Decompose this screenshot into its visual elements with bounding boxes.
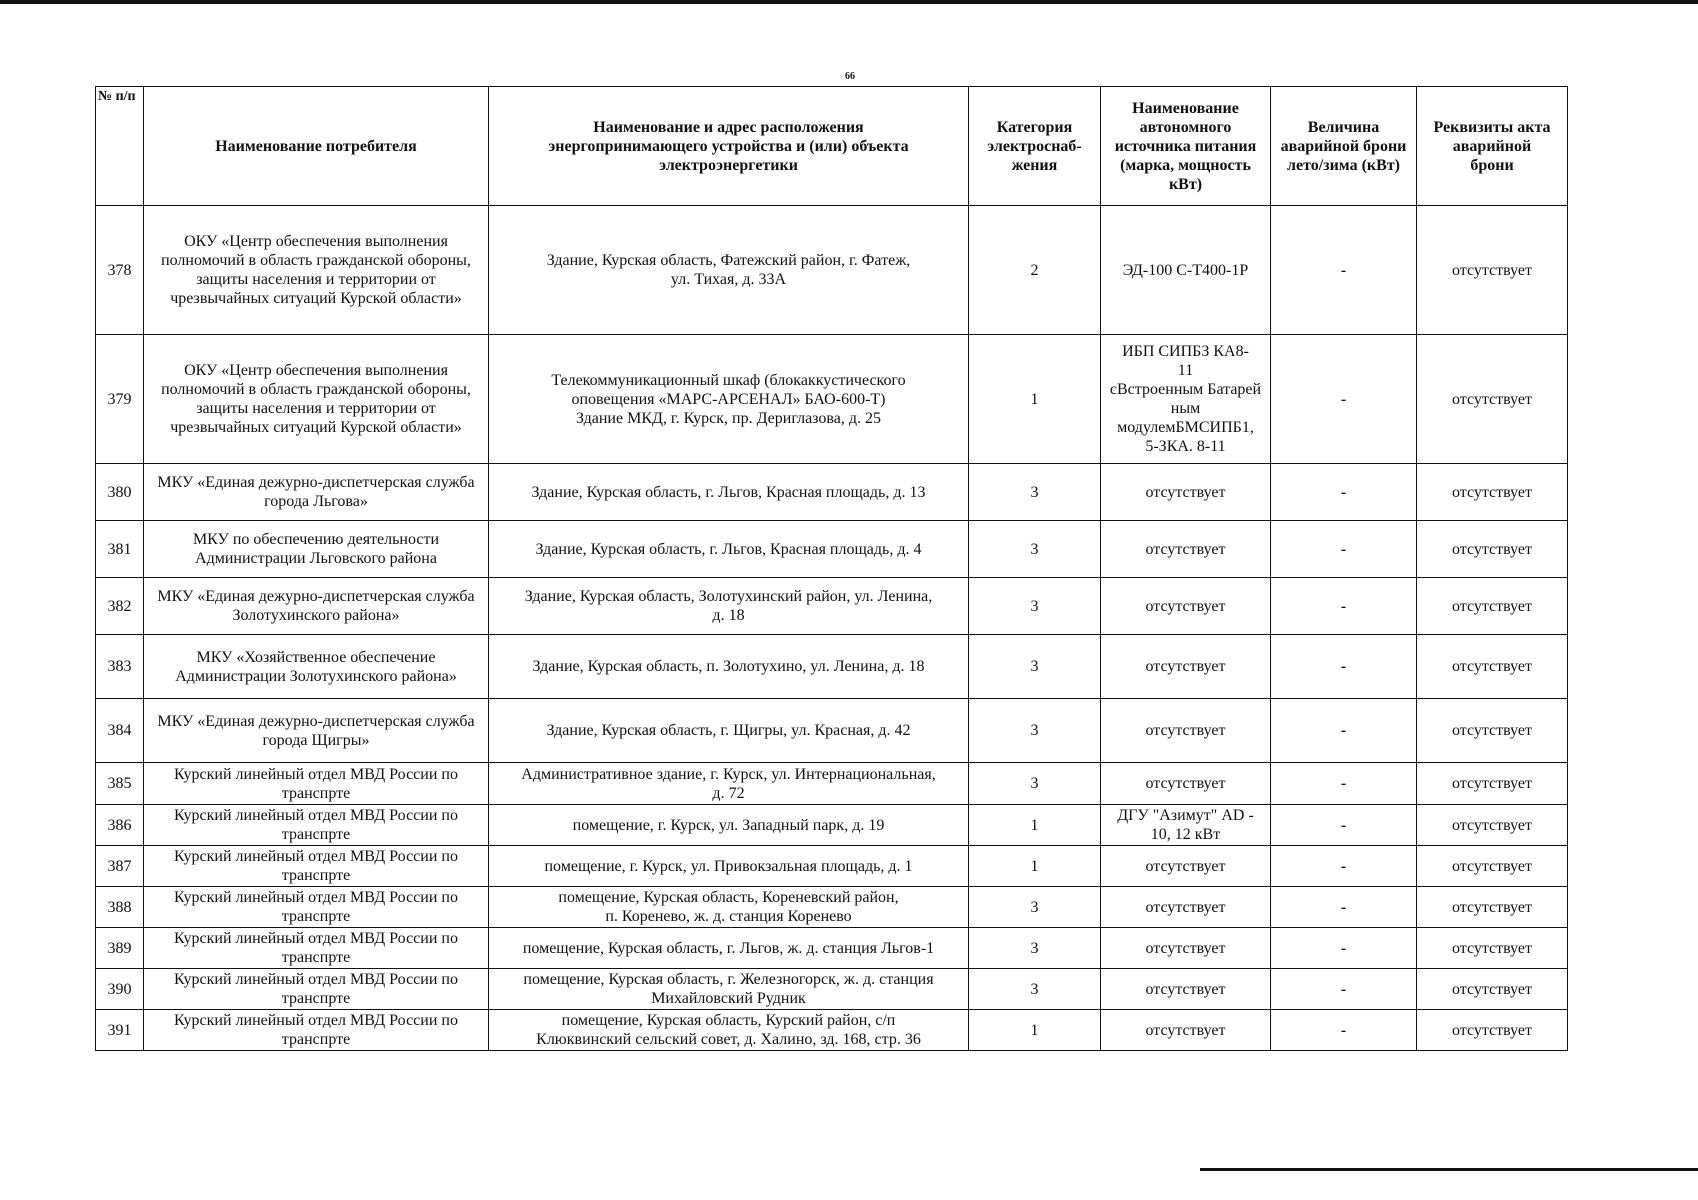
- cell-source: отсутствует: [1101, 464, 1271, 521]
- cell-num: 383: [96, 635, 144, 699]
- cell-object: помещение, г. Курск, ул. Привокзальная площадь, д. 1: [489, 846, 969, 887]
- cell-reserve: -: [1271, 578, 1417, 635]
- table-header-row: [96, 87, 1568, 206]
- cell-reserve: -: [1271, 887, 1417, 928]
- cell-object: помещение, Курская область, г. Льгов, ж. д. станция Льгов-1: [489, 928, 969, 969]
- cell-object: Здание, Курская область, г. Льгов, Красная площадь, д. 13: [489, 464, 969, 521]
- cell-category: 3: [969, 763, 1101, 805]
- cell-source: отсутствует: [1101, 928, 1271, 969]
- cell-object: помещение, Курская область, Кореневский район, п. Коренево, ж. д. станция Коренево: [489, 887, 969, 928]
- header-category: Категория электроснаб- жения: [969, 87, 1101, 206]
- page-number: 66: [845, 71, 855, 82]
- cell-consumer: Курский линейный отдел МВД России по транспрте: [144, 763, 489, 805]
- cell-act: отсутствует: [1417, 464, 1568, 521]
- cell-category: 3: [969, 635, 1101, 699]
- cell-source: отсутствует: [1101, 969, 1271, 1010]
- cell-reserve: -: [1271, 763, 1417, 805]
- cell-source: отсутствует: [1101, 846, 1271, 887]
- table-row: [96, 521, 1568, 578]
- cell-category: 3: [969, 521, 1101, 578]
- cell-source: отсутствует: [1101, 578, 1271, 635]
- cell-object: Здание, Курская область, г. Льгов, Красная площадь, д. 4: [489, 521, 969, 578]
- cell-num: 387: [96, 846, 144, 887]
- header-num: № п/п: [96, 87, 144, 206]
- cell-object: Административное здание, г. Курск, ул. Интернациональная, д. 72: [489, 763, 969, 805]
- cell-reserve: -: [1271, 969, 1417, 1010]
- cell-num: 380: [96, 464, 144, 521]
- cell-reserve: -: [1271, 928, 1417, 969]
- cell-reserve: -: [1271, 335, 1417, 464]
- table-row: [96, 887, 1568, 928]
- cell-reserve: -: [1271, 464, 1417, 521]
- table-row: [96, 805, 1568, 846]
- table-row: [96, 464, 1568, 521]
- page-bottom-edge: [1200, 1168, 1698, 1171]
- cell-consumer: МКУ «Хозяйственное обеспечение Администрации Золотухинского района»: [144, 635, 489, 699]
- cell-object: Здание, Курская область, г. Щигры, ул. Красная, д. 42: [489, 699, 969, 763]
- cell-consumer: ОКУ «Центр обеспечения выполнения полномочий в область гражданской обороны, защиты населения и территории от чрезвычайных ситуаций Курской области»: [144, 335, 489, 464]
- cell-consumer: ОКУ «Центр обеспечения выполнения полномочий в область гражданской обороны, защиты населения и территории от чрезвычайных ситуаций Курской области»: [144, 206, 489, 335]
- cell-reserve: -: [1271, 521, 1417, 578]
- cell-category: 2: [969, 206, 1101, 335]
- table-row: [96, 928, 1568, 969]
- cell-source: отсутствует: [1101, 635, 1271, 699]
- cell-source: отсутствует: [1101, 521, 1271, 578]
- cell-num: 379: [96, 335, 144, 464]
- cell-source: ДГУ "Азимут" AD - 10, 12 кВт: [1101, 805, 1271, 846]
- table-row: [96, 846, 1568, 887]
- cell-object: помещение, Курская область, г. Железногорск, ж. д. станция Михайловский Рудник: [489, 969, 969, 1010]
- cell-reserve: -: [1271, 846, 1417, 887]
- cell-act: отсутствует: [1417, 846, 1568, 887]
- cell-consumer: Курский линейный отдел МВД России по транспрте: [144, 887, 489, 928]
- cell-act: отсутствует: [1417, 699, 1568, 763]
- cell-category: 3: [969, 578, 1101, 635]
- table-row: [96, 578, 1568, 635]
- cell-source: отсутствует: [1101, 1010, 1271, 1051]
- cell-category: 1: [969, 335, 1101, 464]
- cell-num: 378: [96, 206, 144, 335]
- cell-reserve: -: [1271, 1010, 1417, 1051]
- header-consumer: Наименование потребителя: [144, 87, 489, 206]
- table-row: [96, 763, 1568, 805]
- cell-source: ЭД-100 С-Т400-1Р: [1101, 206, 1271, 335]
- cell-source: отсутствует: [1101, 887, 1271, 928]
- table-row: [96, 635, 1568, 699]
- cell-object: помещение, Курская область, Курский район, с/п Клюквинский сельский совет, д. Халино, зд. 168, стр. 36: [489, 1010, 969, 1051]
- cell-act: отсутствует: [1417, 635, 1568, 699]
- cell-act: отсутствует: [1417, 578, 1568, 635]
- cell-consumer: Курский линейный отдел МВД России по транспрте: [144, 969, 489, 1010]
- cell-consumer: МКУ «Единая дежурно-диспетчерская служба города Льгова»: [144, 464, 489, 521]
- cell-object: помещение, г. Курск, ул. Западный парк, д. 19: [489, 805, 969, 846]
- cell-category: 1: [969, 805, 1101, 846]
- cell-consumer: Курский линейный отдел МВД России по транспрте: [144, 1010, 489, 1051]
- header-source: Наименование автономного источника питания (марка, мощность кВт): [1101, 87, 1271, 206]
- cell-num: 390: [96, 969, 144, 1010]
- cell-category: 1: [969, 846, 1101, 887]
- cell-act: отсутствует: [1417, 763, 1568, 805]
- cell-object: Здание, Курская область, Фатежский район, г. Фатеж, ул. Тихая, д. 33А: [489, 206, 969, 335]
- cell-category: 3: [969, 464, 1101, 521]
- cell-consumer: МКУ по обеспечению деятельности Администрации Льговского района: [144, 521, 489, 578]
- page-top-edge: [0, 0, 1698, 4]
- cell-num: 388: [96, 887, 144, 928]
- cell-act: отсутствует: [1417, 969, 1568, 1010]
- table-row: [96, 206, 1568, 335]
- cell-consumer: МКУ «Единая дежурно-диспетчерская служба Золотухинского района»: [144, 578, 489, 635]
- cell-act: отсутствует: [1417, 887, 1568, 928]
- cell-category: 3: [969, 969, 1101, 1010]
- table-row: [96, 969, 1568, 1010]
- cell-act: отсутствует: [1417, 521, 1568, 578]
- emergency-reserve-table: [95, 86, 1568, 1051]
- cell-category: 3: [969, 887, 1101, 928]
- cell-num: 381: [96, 521, 144, 578]
- cell-source: отсутствует: [1101, 763, 1271, 805]
- table-row: [96, 1010, 1568, 1051]
- table-row: [96, 335, 1568, 464]
- cell-act: отсутствует: [1417, 1010, 1568, 1051]
- cell-object: Здание, Курская область, п. Золотухино, ул. Ленина, д. 18: [489, 635, 969, 699]
- cell-num: 384: [96, 699, 144, 763]
- cell-consumer: Курский линейный отдел МВД России по транспрте: [144, 846, 489, 887]
- cell-object: Телекоммуникационный шкаф (блокаккустического оповещения «МАРС-АРСЕНАЛ» БАО-600-Т) Здание МКД, г. Курск, пр. Дериглазова, д. 25: [489, 335, 969, 464]
- cell-act: отсутствует: [1417, 206, 1568, 335]
- cell-category: 1: [969, 1010, 1101, 1051]
- cell-num: 389: [96, 928, 144, 969]
- cell-reserve: -: [1271, 206, 1417, 335]
- cell-reserve: -: [1271, 699, 1417, 763]
- cell-consumer: Курский линейный отдел МВД России по транспрте: [144, 928, 489, 969]
- cell-object: Здание, Курская область, Золотухинский район, ул. Ленина, д. 18: [489, 578, 969, 635]
- header-object: Наименование и адрес расположения энергопринимающего устройства и (или) объекта электроэнергетики: [489, 87, 969, 206]
- header-reserve: Величина аварийной брони лето/зима (кВт): [1271, 87, 1417, 206]
- cell-num: 391: [96, 1010, 144, 1051]
- table-row: [96, 699, 1568, 763]
- cell-source: ИБП СИПБЗ КА8- 11 сВстроенным Батарей ным модулемБМСИПБ1, 5-ЗКА. 8-11: [1101, 335, 1271, 464]
- cell-reserve: -: [1271, 805, 1417, 846]
- cell-act: отсутствует: [1417, 928, 1568, 969]
- cell-consumer: МКУ «Единая дежурно-диспетчерская служба города Щигры»: [144, 699, 489, 763]
- header-act: Реквизиты акта аварийной брони: [1417, 87, 1568, 206]
- cell-category: 3: [969, 928, 1101, 969]
- cell-category: 3: [969, 699, 1101, 763]
- cell-act: отсутствует: [1417, 335, 1568, 464]
- cell-reserve: -: [1271, 635, 1417, 699]
- cell-consumer: Курский линейный отдел МВД России по транспрте: [144, 805, 489, 846]
- cell-num: 382: [96, 578, 144, 635]
- cell-num: 386: [96, 805, 144, 846]
- cell-num: 385: [96, 763, 144, 805]
- cell-source: отсутствует: [1101, 699, 1271, 763]
- cell-act: отсутствует: [1417, 805, 1568, 846]
